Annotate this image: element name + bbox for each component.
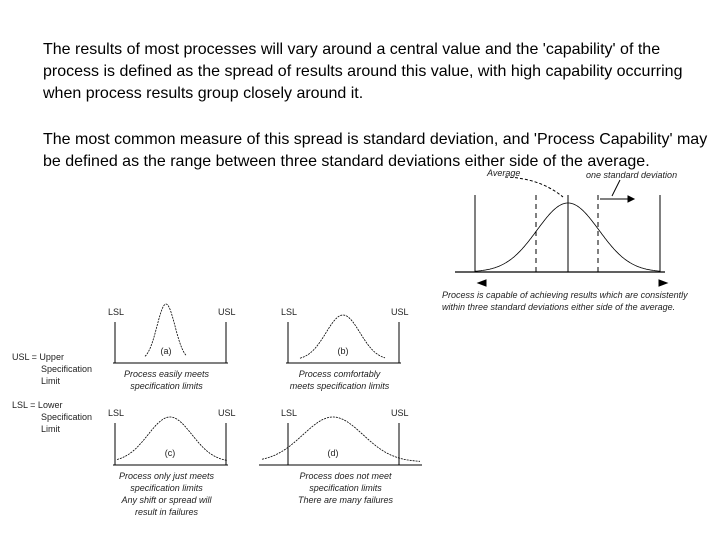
- arrow-right-icon: [659, 280, 667, 286]
- panel-caption: Any shift or spread will: [121, 495, 212, 505]
- usl-label: USL: [218, 307, 236, 317]
- sd-label: one standard deviation: [586, 170, 678, 180]
- panel-tag: (a): [160, 346, 172, 356]
- spec-limit-legend: [12, 352, 92, 434]
- panel-caption: specification limits: [130, 483, 203, 493]
- panel-caption: There are many failures: [297, 495, 394, 505]
- panel-caption: Process comfortably: [298, 369, 381, 379]
- panel-caption: Process easily meets: [123, 369, 210, 379]
- caption-line: Process is capable of achieving results which are consistently: [442, 290, 688, 300]
- panel-caption: Process does not meet: [299, 471, 392, 481]
- panel-tag: (d): [327, 448, 339, 458]
- usl-label: USL: [391, 408, 409, 418]
- panel-tag: (b): [337, 346, 349, 356]
- panel-curve: [262, 417, 420, 461]
- legend-usl: Specification: [41, 364, 93, 374]
- lsl-label: LSL: [281, 307, 298, 317]
- usl-label: USL: [391, 307, 409, 317]
- intro-paragraph: The results of most processes will vary around a central value and the 'capability' of the process is defined as the spread of results around this value, with high capability occurring when process results group closely around it.: [43, 41, 683, 102]
- legend-lsl: Specification: [41, 412, 93, 422]
- legend-lsl: Limit: [41, 424, 61, 434]
- average-label: Average: [487, 168, 521, 178]
- panel-caption: specification limits: [309, 483, 382, 493]
- legend-usl: Limit: [41, 376, 61, 386]
- sd-pointer: [612, 180, 620, 196]
- arrow-left-icon: [478, 280, 486, 286]
- legend-lsl: LSL = Lower: [12, 400, 63, 410]
- lsl-label: LSL: [281, 408, 298, 418]
- definition-paragraph: The most common measure of this spread is standard deviation, and 'Process Capability' may be defined as the range between three standard deviations either side of the average.: [43, 131, 708, 170]
- panel-caption: meets specification limits: [289, 381, 390, 391]
- panel-caption: specification limits: [130, 381, 203, 391]
- capability-panel: [259, 417, 422, 465]
- panel-tag: (c): [164, 448, 176, 458]
- panel-caption: Process only just meets: [118, 471, 215, 481]
- caption-line: within three standard deviations either side of the average.: [442, 302, 676, 312]
- normal-distribution-diagram: [455, 177, 667, 286]
- arrow-right-icon: [628, 196, 634, 202]
- average-pointer: [505, 177, 563, 197]
- usl-label: USL: [218, 408, 236, 418]
- lsl-label: LSL: [108, 307, 125, 317]
- lsl-label: LSL: [108, 408, 125, 418]
- panel-caption: result in failures: [134, 507, 199, 517]
- legend-usl: USL = Upper: [12, 352, 64, 362]
